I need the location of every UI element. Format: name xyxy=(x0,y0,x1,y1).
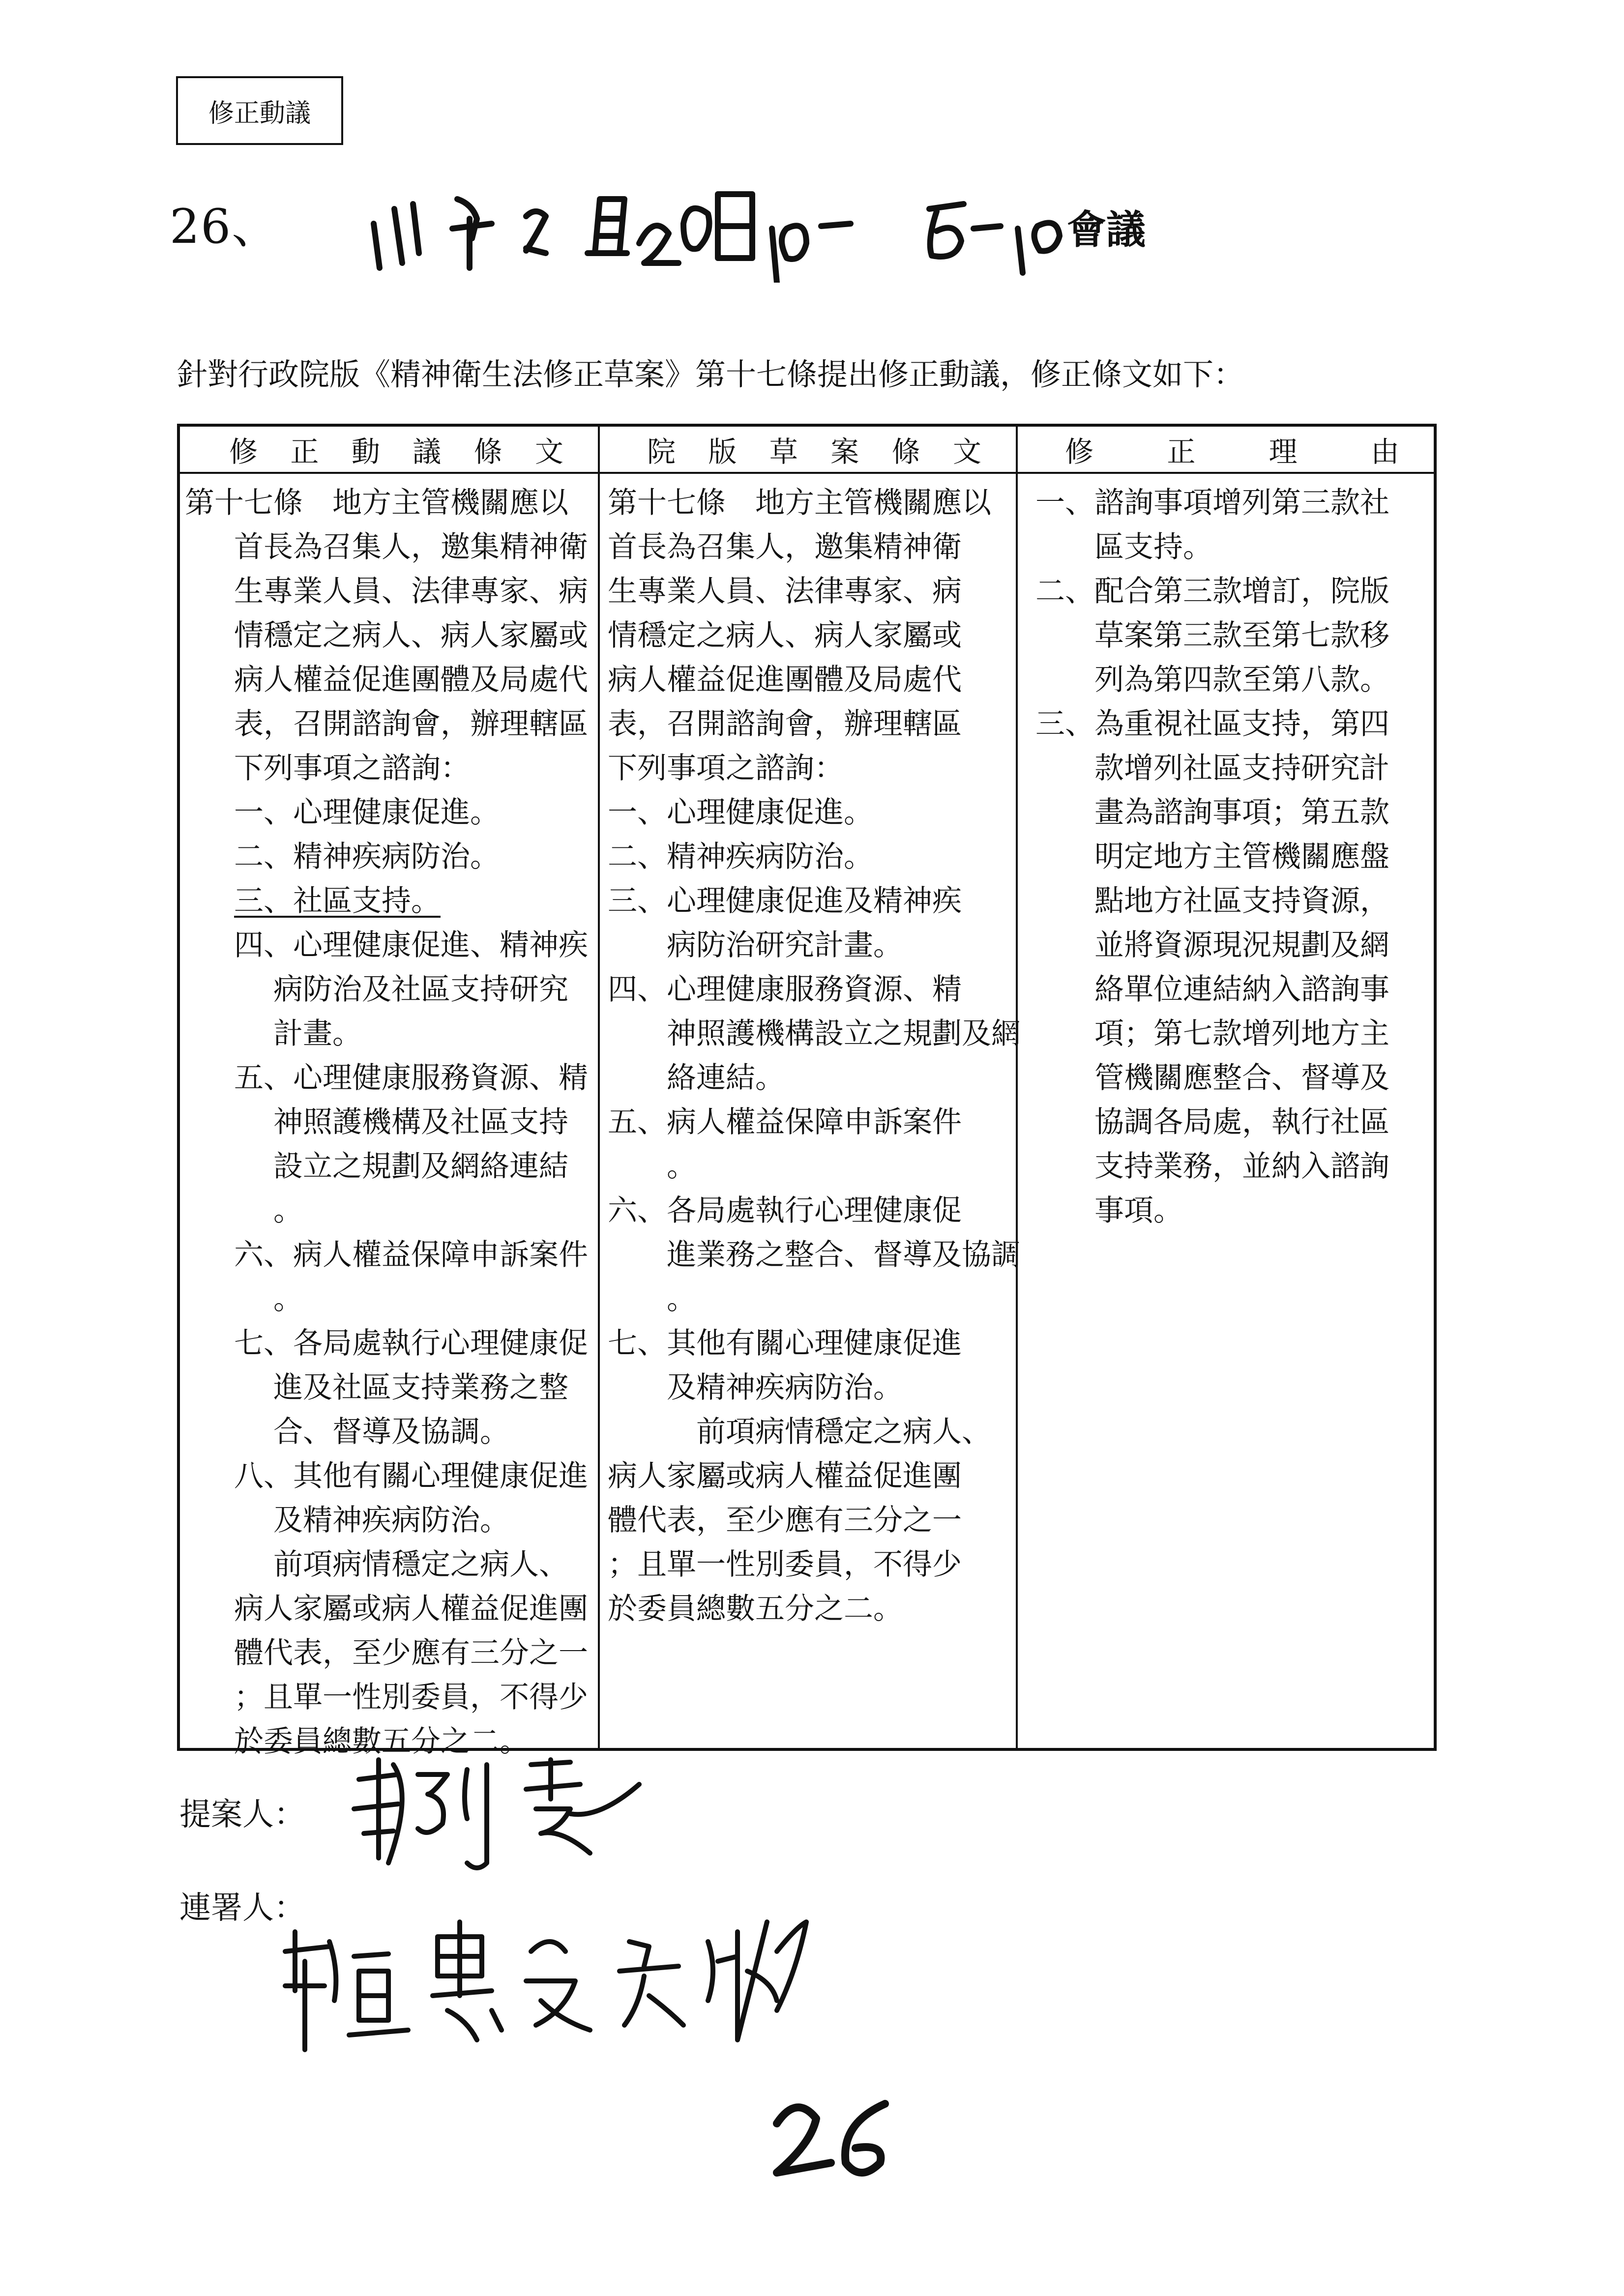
col3-line: 列為第四款至第八款。 xyxy=(1094,663,1389,697)
col3-line: 畫為諮詢事項；第五款 xyxy=(1094,795,1389,830)
col1-line: 情穩定之病人、病人家屬或 xyxy=(234,618,588,653)
cosigner-label: 連署人： xyxy=(179,1890,305,1926)
column-draft-text xyxy=(608,481,1021,1631)
col1-line: 神照護機構及社區支持 xyxy=(273,1105,568,1139)
col1-line: 病防治及社區支持研究 xyxy=(273,972,568,1007)
header-char: 議 xyxy=(413,435,442,468)
col1-line: ；且單一性別委員，不得少 xyxy=(234,1680,588,1715)
meeting-suffix: 會議 xyxy=(1067,207,1146,253)
col1-line: 首長為召集人，邀集精神衛 xyxy=(234,530,588,564)
col2-line: 四、心理健康服務資源、精 xyxy=(608,972,962,1007)
col2-line: 三、心理健康促進及精神疾 xyxy=(608,884,962,918)
col1-line: 第十七條 地方主管機關應以 xyxy=(185,486,568,520)
col2-line: 下列事項之諮詢： xyxy=(608,751,844,785)
col2-line: 六、各局處執行心理健康促 xyxy=(608,1193,962,1228)
col2-line: 病人家屬或病人權益促進團 xyxy=(608,1459,962,1493)
col2-line: 病人權益促進團體及局處代 xyxy=(608,663,962,697)
header-draft-text xyxy=(647,427,981,472)
header-char: 條 xyxy=(473,435,502,468)
col1-line: 合、督導及協調。 xyxy=(273,1415,509,1449)
col1-line: 病人家屬或病人權益促進團 xyxy=(234,1592,588,1626)
col1-line: 體代表，至少應有三分之一 xyxy=(234,1636,588,1670)
col2-line: ；且單一性別委員，不得少 xyxy=(608,1547,962,1582)
header-char: 版 xyxy=(708,435,737,468)
col2-line: 。 xyxy=(667,1149,696,1184)
header-char: 條 xyxy=(891,435,920,468)
col2-line: 。 xyxy=(667,1282,696,1316)
header-char: 修 xyxy=(1065,435,1094,468)
header-char: 正 xyxy=(290,435,319,468)
col2-line: 七、其他有關心理健康促進 xyxy=(608,1326,962,1361)
col2-line: 體代表，至少應有三分之一 xyxy=(608,1503,962,1538)
col3-line: 草案第三款至第七款移 xyxy=(1094,618,1389,653)
header-char: 動 xyxy=(351,435,380,468)
col3-line: 三、為重視社區支持，第四 xyxy=(1035,707,1389,741)
motion-label-box: 修正動議 xyxy=(176,76,343,145)
column-reason xyxy=(1035,481,1434,1233)
col2-line: 首長為召集人，邀集精神衛 xyxy=(608,530,962,564)
col1-line: 六、病人權益保障申訴案件 xyxy=(234,1238,588,1272)
col3-line: 絡單位連結納入諮詢事 xyxy=(1094,972,1389,1007)
col2-line: 五、病人權益保障申訴案件 xyxy=(608,1105,962,1139)
col3-line: 並將資源現況規劃及網 xyxy=(1094,928,1389,962)
col1-line: 前項病情穩定之病人、 xyxy=(273,1547,568,1582)
header-char: 文 xyxy=(534,435,563,468)
cosigner-signatures xyxy=(275,1912,865,2069)
proposer-signature xyxy=(344,1750,679,1883)
col2-line: 於委員總數五分之二。 xyxy=(608,1592,903,1626)
header-char: 修 xyxy=(229,435,258,468)
amendment-table xyxy=(177,424,1437,1759)
col1-line: 一、心理健康促進。 xyxy=(234,795,500,830)
col1-line: 設立之規劃及網絡連結 xyxy=(273,1149,568,1184)
header-motion-text xyxy=(229,427,563,472)
col3-line: 管機關應整合、督導及 xyxy=(1094,1061,1389,1095)
col1-line: 二、精神疾病防治。 xyxy=(234,840,500,874)
col1-line: 於委員總數五分之二。 xyxy=(234,1724,529,1759)
col3-line: 協調各局處，執行社區 xyxy=(1094,1105,1389,1139)
col3-line: 事項。 xyxy=(1094,1193,1183,1228)
proposer-label: 提案人： xyxy=(179,1797,305,1833)
column-divider-1 xyxy=(598,427,600,1748)
col1-line: 下列事項之諮詢： xyxy=(234,751,470,785)
column-divider-2 xyxy=(1016,427,1018,1748)
col3-line: 二、配合第三款增訂，院版 xyxy=(1035,574,1389,609)
col1-line: 表，召開諮詢會，辦理轄區 xyxy=(234,707,588,741)
col1-line: 。 xyxy=(273,1282,303,1316)
col1-line: 病人權益促進團體及局處代 xyxy=(234,663,588,697)
col2-line: 一、心理健康促進。 xyxy=(608,795,873,830)
item-number: 26、 xyxy=(170,199,280,254)
col1-line: 計畫。 xyxy=(273,1017,362,1051)
col1-line: 生專業人員、法律專家、病 xyxy=(234,574,588,609)
col1-line: 及精神疾病防治。 xyxy=(273,1503,509,1538)
col3-line: 款增列社區支持研究計 xyxy=(1094,751,1389,785)
col1-line: 五、心理健康服務資源、精 xyxy=(234,1061,588,1095)
col1-line: 八、其他有關心理健康促進 xyxy=(234,1459,588,1493)
col2-line: 病防治研究計畫。 xyxy=(667,928,903,962)
header-char: 由 xyxy=(1370,435,1399,468)
col2-line: 絡連結。 xyxy=(667,1061,785,1095)
page-number-handwritten xyxy=(757,2084,915,2192)
col3-line: 支持業務，並納入諮詢 xyxy=(1094,1149,1389,1184)
col2-line: 前項病情穩定之病人、 xyxy=(696,1415,991,1449)
col2-line: 二、精神疾病防治。 xyxy=(608,840,873,874)
col2-line: 神照護機構設立之規劃及網 xyxy=(667,1017,1021,1051)
header-char: 院 xyxy=(647,435,676,468)
col2-line: 生專業人員、法律專家、病 xyxy=(608,574,962,609)
col3-line: 點地方社區支持資源， xyxy=(1094,884,1389,918)
column-motion-text xyxy=(185,481,593,1764)
header-char: 理 xyxy=(1269,435,1298,468)
header-char: 案 xyxy=(830,435,859,468)
col2-line: 第十七條 地方主管機關應以 xyxy=(608,486,991,520)
header-char: 草 xyxy=(769,435,798,468)
col2-line: 進業務之整合、督導及協調 xyxy=(667,1238,1021,1272)
meeting-date-handwriting xyxy=(364,170,1175,283)
col3-line: 區支持。 xyxy=(1094,530,1212,564)
col1-line: 。 xyxy=(273,1193,303,1228)
header-divider xyxy=(180,472,1434,474)
col3-line: 明定地方主管機關應盤 xyxy=(1094,840,1389,874)
header-char: 正 xyxy=(1167,435,1196,468)
header-char: 文 xyxy=(952,435,981,468)
col1-line: 四、心理健康促進、精神疾 xyxy=(234,928,588,962)
col1-line: 進及社區支持業務之整 xyxy=(273,1370,568,1405)
intro-text: 針對行政院版《精神衛生法修正草案》第十七條提出修正動議，修正條文如下： xyxy=(177,356,1244,392)
col2-line: 情穩定之病人、病人家屬或 xyxy=(608,618,962,653)
col2-line: 及精神疾病防治。 xyxy=(667,1370,903,1405)
col3-line: 項；第七款增列地方主 xyxy=(1094,1017,1389,1051)
header-reason xyxy=(1065,427,1399,472)
col1-line: 三、社區支持。 xyxy=(234,884,441,918)
col1-line: 七、各局處執行心理健康促 xyxy=(234,1326,588,1361)
col3-line: 一、諮詢事項增列第三款社 xyxy=(1035,486,1389,520)
col2-line: 表，召開諮詢會，辦理轄區 xyxy=(608,707,962,741)
